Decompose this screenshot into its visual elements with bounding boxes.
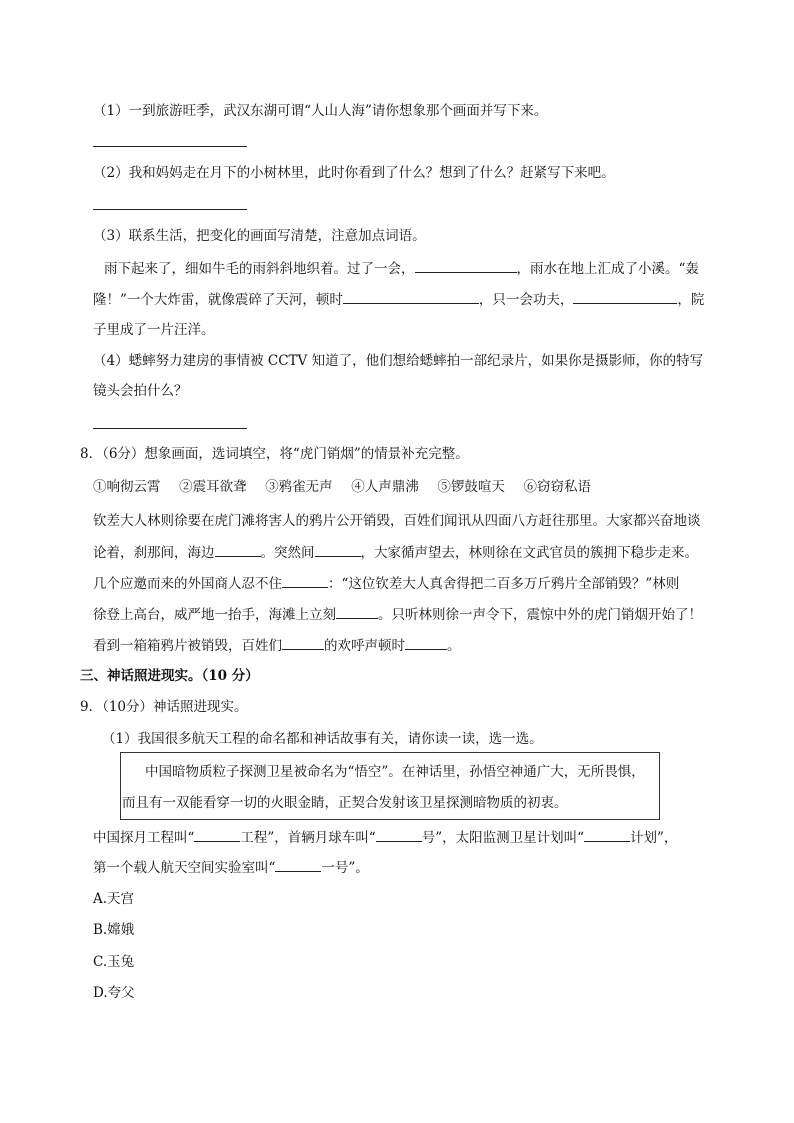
q7-part3-blank-2[interactable] — [343, 290, 479, 304]
q7-part4-prompt-line2: 镜头会拍什么？ — [93, 383, 188, 399]
q8-option: ①响彻云霄 — [93, 479, 161, 495]
q9-choice-a[interactable]: A.天宫 — [93, 891, 135, 907]
q8-option: ③鸦雀无声 — [265, 479, 333, 495]
q7-part3-text: ，雨水在地上汇成了小溪。“轰 — [516, 261, 699, 277]
q7-part2-answer-line[interactable] — [93, 209, 247, 210]
q8-blank-2[interactable] — [315, 543, 361, 557]
q7-part3-passage-line3: 子里成了一片汪洋。 — [93, 322, 215, 338]
q8-text: 几个应邀而来的外国商人忍不住 — [93, 576, 282, 592]
q9-text: 计划”， — [630, 830, 678, 846]
q8-text: 论着，刹那间，海边 — [93, 545, 215, 561]
q8-passage-line5 — [93, 636, 461, 655]
q9-text: 中国探月工程叫“ — [93, 830, 195, 846]
q9-blank-1[interactable] — [194, 828, 240, 842]
q8-blank-1[interactable] — [215, 543, 261, 557]
q8-text: 徐登上高台，威严地一抬手，海滩上立刻 — [93, 607, 336, 623]
q8-text: 。只听林则徐一声令下，震惊中外的虎门销烟开始了！ — [378, 607, 702, 623]
q9-sub-prompt: （1）我国很多航天工程的命名都和神话故事有关，请你读一读，选一选。 — [102, 731, 543, 747]
q7-part3-passage-line2 — [93, 290, 704, 309]
q7-part4-answer-line[interactable] — [93, 428, 247, 429]
q8-option: ⑥窃窃私语 — [523, 479, 591, 495]
q9-text: 第一个载人航天空间实验室叫“ — [93, 860, 276, 876]
q9-blank-4[interactable] — [275, 858, 321, 872]
q9-choice-d[interactable]: D.夸父 — [93, 985, 135, 1001]
q7-part3-text: ，只一会功夫， — [478, 292, 574, 308]
q8-options — [93, 478, 591, 496]
q7-part3-text: ，院 — [677, 292, 705, 308]
q8-passage-line2 — [93, 543, 698, 562]
section-3-heading: 三、神话照进现实。（10 分） — [80, 668, 259, 684]
q8-option: ④人声鼎沸 — [351, 479, 419, 495]
q9-reading-box — [120, 752, 660, 820]
q9-choice-c[interactable]: C.玉兔 — [93, 954, 135, 970]
q8-option: ⑤锣鼓喧天 — [437, 479, 505, 495]
q8-text: ，大家循声望去，林则徐在文武官员的簇拥下稳步走来。 — [360, 545, 698, 561]
q8-blank-4[interactable] — [336, 605, 378, 619]
q7-part1-answer-line[interactable] — [93, 146, 247, 147]
q9-choice-b[interactable]: B.嫦娥 — [93, 922, 135, 938]
q9-title: 9．（10分）神话照进现实。 — [80, 699, 248, 715]
q8-blank-6[interactable] — [405, 636, 447, 650]
q7-part3-passage-line1 — [104, 259, 699, 278]
q9-box-line1: 中国暗物质粒子探测卫星被命名为“悟空”。在神话里，孙悟空神通广大，无所畏惧， — [145, 764, 645, 780]
q8-text: 的欢呼声顿时 — [324, 638, 405, 654]
q8-passage-line4 — [93, 605, 702, 624]
q8-text: 。 — [447, 638, 461, 654]
q7-part3-prompt: （3）联系生活，把变化的画面写清楚，注意加点词语。 — [93, 228, 426, 244]
q9-blank-2[interactable] — [376, 828, 422, 842]
q7-part2-prompt: （2）我和妈妈走在月下的小树林里，此时你看到了什么？想到了什么？赶紧写下来吧。 — [93, 165, 615, 181]
q9-text: 工程”，首辆月球车叫“ — [240, 830, 376, 846]
q7-part3-blank-1[interactable] — [415, 259, 517, 273]
q8-text: 看到一箱箱鸦片被销毁，百姓们 — [93, 638, 282, 654]
q8-text: ：“这位钦差大人真舍得把二百多万斤鸦片全部销毁？”林则 — [328, 576, 680, 592]
q8-text: 。突然间 — [260, 545, 315, 561]
q7-part3-blank-3[interactable] — [573, 290, 677, 304]
q9-text: 一号”。 — [321, 860, 369, 876]
q7-part3-text: 雨下起来了，细如牛毛的雨斜斜地织着。过了一会， — [104, 261, 415, 277]
q9-fill-line1 — [93, 828, 677, 847]
q8-passage-line1: 钦差大人林则徐要在虎门滩将害人的鸦片公开销毁，百姓们闻讯从四面八方赶往那里。大家都兴奋地谈 — [93, 513, 701, 529]
q8-passage-line3 — [93, 574, 679, 593]
q8-blank-3[interactable] — [282, 574, 328, 588]
q7-part1-prompt: （1）一到旅游旺季，武汉东湖可谓“人山人海”请你想象那个画面并写下来。 — [93, 103, 548, 119]
q8-title: 8．（6分）想象画面，选词填空，将“虎门销烟”的情景补充完整。 — [80, 446, 469, 462]
q8-option: ②震耳欲聋 — [179, 479, 247, 495]
q9-blank-3[interactable] — [584, 828, 630, 842]
q7-part4-prompt-line1: （4）蟋蟀努力建房的事情被 CCTV 知道了，他们想给蟋蟀拍一部纪录片，如果你是摄影师，你的特写 — [93, 353, 704, 369]
q8-blank-5[interactable] — [282, 636, 324, 650]
q9-text: 号”，太阳监测卫星计划叫“ — [421, 830, 585, 846]
q7-part3-text: 隆！”一个大炸雷，就像震碎了天河，顿时 — [93, 292, 343, 308]
q9-fill-line2 — [93, 858, 369, 877]
q9-box-line2: 而且有一双能看穿一切的火眼金睛，正契合发射该卫星探测暗物质的初衷。 — [122, 795, 568, 811]
